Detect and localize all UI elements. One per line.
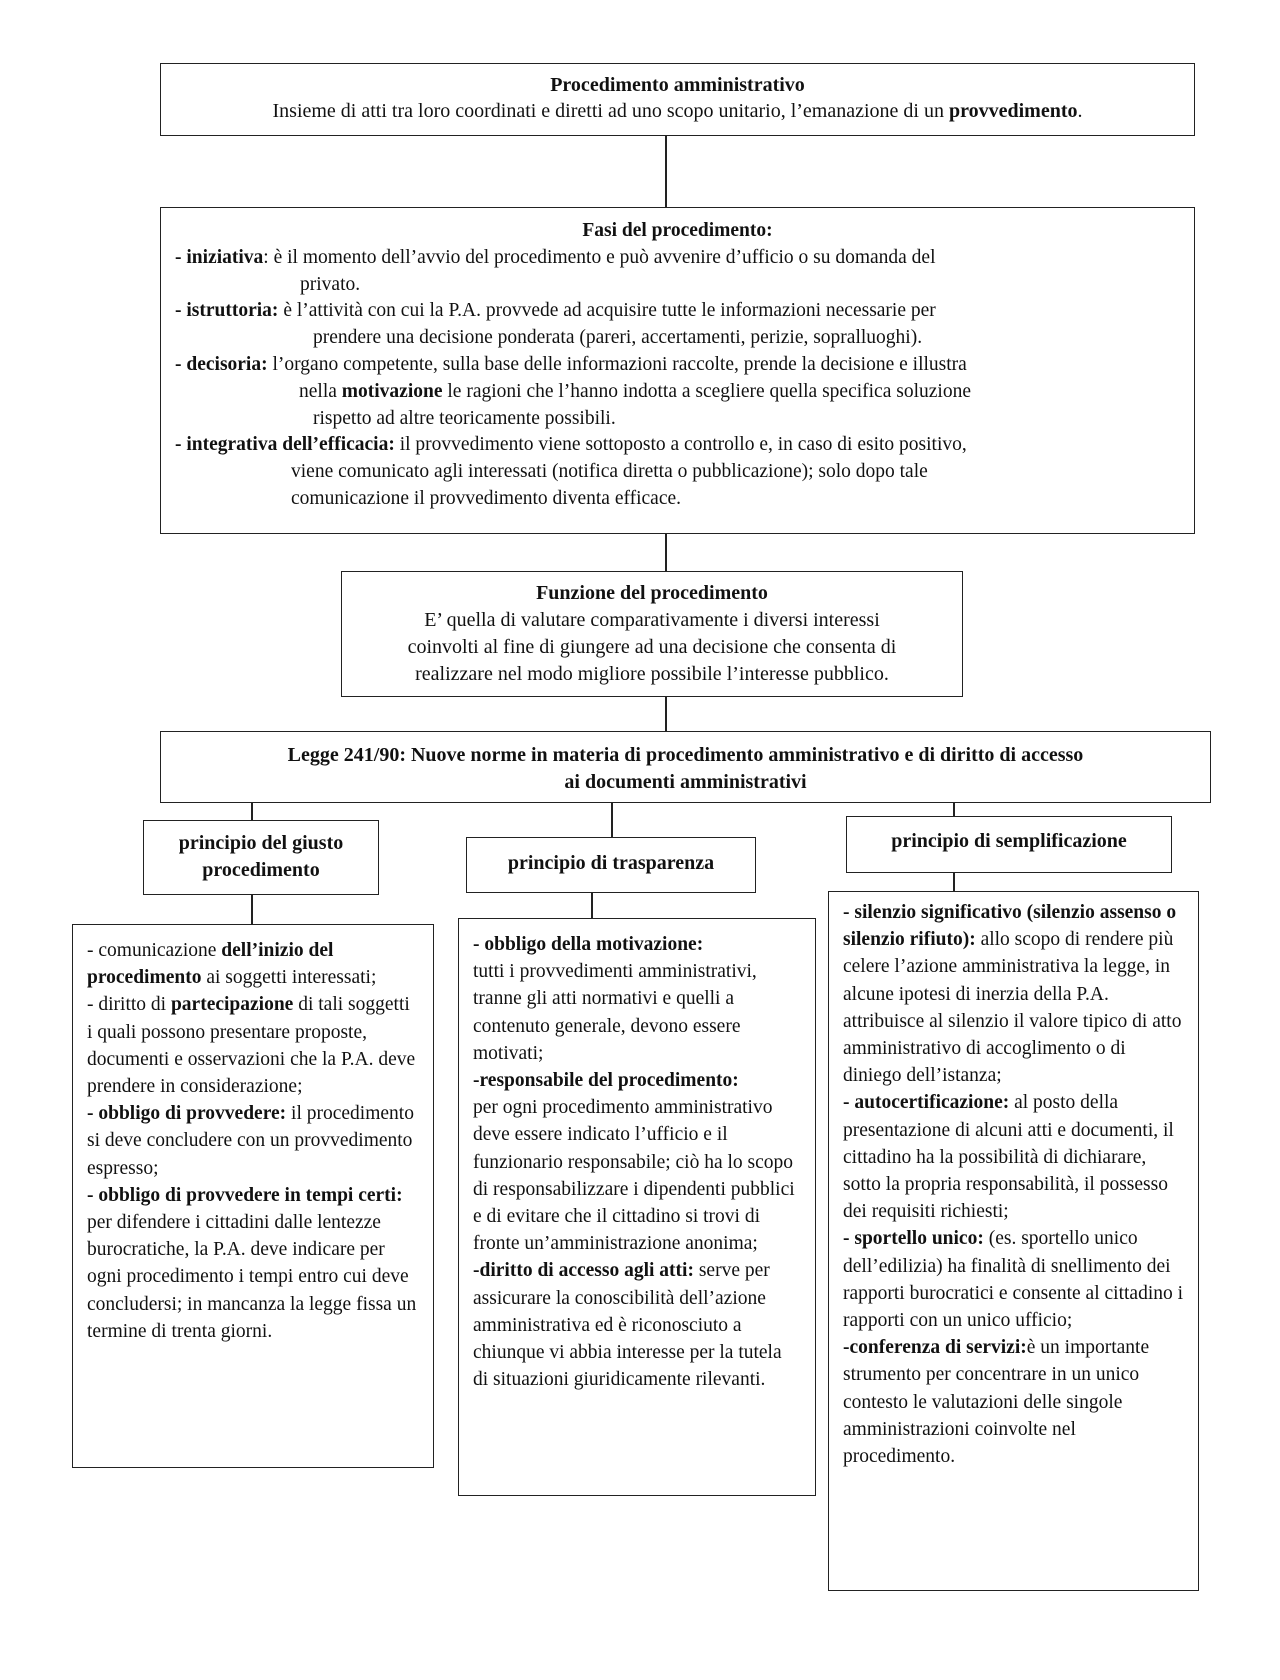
principio-trasparenza-label: principio di trasparenza [507, 852, 715, 874]
connector-legge-giusto [251, 803, 253, 820]
legge-line2: ai documenti amministrativi [564, 771, 807, 793]
connector-semplificazione-column [953, 873, 955, 891]
phase-decisoria: - decisoria: l’organo competente, sulla base delle informazioni raccolte, prende la decisione e illustra nella motivazione le ragioni che l’hanno indotta a scegliere quella specifica soluzione rispetto ad altre teoricamente possibili. [175, 353, 971, 429]
trasparenza-item-responsabile: -responsabile del procedimento: per ogni procedimento amministrativo deve essere indicato l’ufficio e il funzionario responsabile; ciò ha lo scopo di responsabilizzare i dipendenti pubblici e di evitare che il cittadino si trovi di fronte un’amministrazione anonima; [473, 1070, 795, 1255]
giusto-details-box [72, 924, 434, 1468]
phase-istruttoria: - istruttoria: è l’attività con cui la P.A. provvede ad acquisire tutte le informazioni necessarie per prendere una decisione ponderata (pareri, accertamenti, perizie, sopralluoghi). [175, 300, 936, 349]
funzione-line: E’ quella di valutare comparativamente i diversi interessi [424, 609, 880, 631]
giusto-item-tempi: - obbligo di provvedere in tempi certi: per difendere i cittadini dalle lentezze burocratiche, la P.A. deve indicare per ogni procedimento i tempi entro cui deve concludersi; in mancanza la legge fissa un termine di trenta giorni. [87, 1184, 417, 1342]
legge-line1: Legge 241/90: Nuove norme in materia di procedimento amministrativo e di diritto di accesso [287, 744, 1084, 766]
giusto-item-comunicazione: - comunicazione dell’inizio del procedimento ai soggetti interessati; [87, 940, 377, 989]
semplificazione-item-silenzio: - silenzio significativo (silenzio assenso o silenzio rifiuto): allo scopo di rendere più celere l’azione amministrativa la legge, in alcune ipotesi di inerzia della P.A. attribuisce al silenzio il valore tipico di atto amministrativo di accoglimento o di diniego dell’istanza; [843, 902, 1182, 1087]
funzione-line: realizzare nel modo migliore possibile l’interesse pubblico. [415, 663, 889, 685]
semplificazione-item-autocertificazione: - autocertificazione: al posto della presentazione di alcuni atti e documenti, il cittadino ha la possibilità di dichiarare, sotto la propria responsabilità, il possesso dei requisiti richiesti; [843, 1092, 1174, 1223]
semplificazione-item-conferenza: -conferenza di servizi:è un importante strumento per concentrare in un unico contesto le valutazioni delle singole amministrazioni coinvolte nel procedimento. [843, 1337, 1150, 1468]
trasparenza-item-motivazione: - obbligo della motivazione: tutti i provvedimenti amministrativi, tranne gli atti normativi e quelli a contenuto generale, devono essere motivati; [473, 934, 757, 1064]
semplificazione-details-box [828, 891, 1199, 1591]
phase-iniziativa: - iniziativa: è il momento dell’avvio del procedimento e può avvenire d’ufficio o su domanda del privato. [175, 246, 936, 295]
principio-giusto-box [143, 820, 379, 895]
connector-legge-trasparenza [611, 803, 613, 837]
phase-integrativa: - integrativa dell’efficacia: il provvedimento viene sottoposto a controllo e, in caso di esito positivo, viene comunicato agli interessati (notifica diretta o pubblicazione); solo dopo tale comunicazione il provvedimento diventa efficace. [175, 434, 967, 509]
fasi-title: Fasi del procedimento: [582, 220, 773, 241]
principio-giusto-line1: principio del giusto [178, 832, 344, 854]
connector-fasi-funzione [665, 534, 667, 571]
semplificazione-item-sportello: - sportello unico: (es. sportello unico dell’edilizia) ha finalità di snellimento dei rapporti burocratici e consente al cittadino i rapporti con un unico ufficio; [843, 1228, 1184, 1332]
connector-proc-fasi [665, 136, 667, 207]
principio-trasparenza-box [466, 837, 756, 893]
fasi-box [160, 207, 1195, 534]
connector-giusto-column [251, 895, 253, 924]
principio-semplificazione-box [846, 816, 1172, 873]
trasparenza-item-accesso: -diritto di accesso agli atti: serve per assicurare la conoscibilità dell’azione amministrativa ed è riconosciuto a chiunque vi abbia interesse per la tutela di situazioni giuridicamente rilevanti. [473, 1260, 782, 1391]
trasparenza-details-box [458, 918, 816, 1496]
connector-trasparenza-column [591, 893, 593, 918]
funzione-line: coinvolti al fine di giungere ad una decisione che consenta di [407, 636, 897, 658]
legge-box [160, 731, 1211, 803]
principio-giusto-line2: procedimento [202, 859, 320, 881]
giusto-item-obbligo: - obbligo di provvedere: il procedimento si deve concludere con un provvedimento espresso; [87, 1103, 414, 1179]
procedimento-description: Insieme di atti tra loro coordinati e diretti ad uno scopo unitario, l’emanazione di un provvedimento. [272, 100, 1083, 122]
procedimento-title: Procedimento amministrativo [550, 74, 805, 96]
funzione-title: Funzione del procedimento [536, 582, 768, 604]
giusto-item-partecipazione: - diritto di partecipazione di tali soggetti i quali possono presentare proposte, documenti e osservazioni che la P.A. deve prendere in considerazione; [87, 994, 416, 1098]
principio-semplificazione-label: principio di semplificazione [891, 830, 1127, 852]
connector-legge-semplificazione [953, 803, 955, 816]
connector-funzione-legge [665, 697, 667, 731]
procedimento-box [160, 63, 1195, 136]
funzione-box [341, 571, 963, 697]
